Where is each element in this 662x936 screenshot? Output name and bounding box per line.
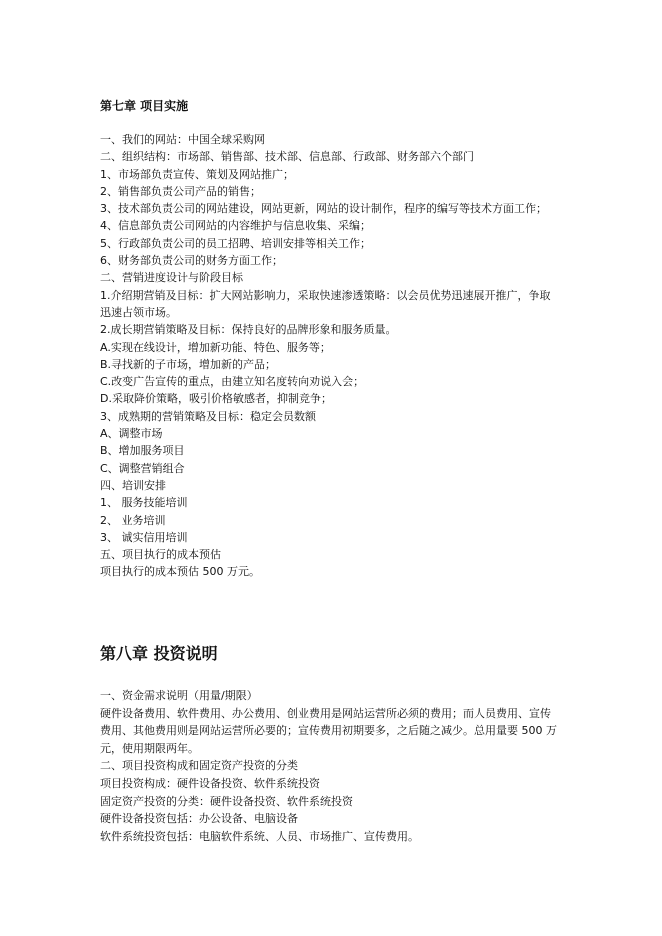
text-line: B、增加服务项目: [100, 444, 185, 458]
text-line: 5、行政部负责公司的员工招聘、培训安排等相关工作；: [100, 236, 371, 250]
text-line: 软件系统投资包括：电脑软件系统、人员、市场推广、宣传费用。: [100, 829, 419, 843]
text-line: 1、 服务技能培训: [100, 496, 188, 510]
text-line: 6、财务部负责公司的财务方面工作；: [100, 254, 283, 268]
text-line: 二、组织结构：市场部、销售部、技术部、信息部、行政部、财务部六个部门: [100, 150, 474, 164]
text-line: C、调整营销组合: [100, 461, 185, 475]
text-line: 1.介绍期营销及目标：扩大网站影响力，采取快速渗透策略：以会员优势迅速展开推广，争取迅速占领市场。: [100, 288, 551, 319]
text-line: 2、 业务培训: [100, 513, 166, 527]
text-line: 项目执行的成本预估 500 万元。: [100, 565, 260, 579]
text-line: C.改变广告宣传的重点，由建立知名度转向劝说入会；: [100, 375, 365, 389]
text-line: 硬件设备投资包括：办公设备、电脑设备: [100, 812, 298, 826]
text-line: 2、销售部负责公司产品的销售；: [100, 184, 261, 198]
text-line: 五、项目执行的成本预估: [100, 548, 221, 562]
text-line: 3、技术部负责公司的网站建设，网站更新，网站的设计制作，程序的编写等技术方面工作；: [100, 202, 547, 216]
text-line: 二、营销进度设计与阶段目标: [100, 271, 243, 285]
chapter-7-body: [100, 131, 560, 581]
chapter-8-title: 第八章 投资说明: [100, 644, 218, 663]
text-line: 一、我们的网站：中国全球采购网: [100, 133, 265, 146]
text-line: 1、市场部负责宣传、策划及网站推广；: [100, 167, 294, 181]
text-line: A.实现在线设计，增加新功能、特色、服务等；: [100, 340, 331, 354]
text-line: 3、成熟期的营销策略及目标：稳定会员数额: [100, 409, 316, 423]
chapter-7-title: 第七章 项目实施: [100, 99, 189, 113]
text-line: 一、资金需求说明（用量/期限）: [100, 689, 258, 702]
text-line: 3、 诚实信用培训: [100, 530, 188, 544]
text-line: D.采取降价策略，吸引价格敏感者，抑制竞争；: [100, 392, 332, 406]
text-line: 4、信息部负责公司网站的内容维护与信息收集、采编；: [100, 219, 371, 233]
text-line: 固定资产投资的分类：硬件设备投资、软件系统投资: [100, 794, 353, 808]
chapter-8-body: [100, 687, 560, 845]
text-line: A、调整市场: [100, 427, 163, 441]
text-line: 项目投资构成：硬件设备投资、软件系统投资: [100, 776, 320, 790]
text-line: 2.成长期营销策略及目标：保持良好的品牌形象和服务质量。: [100, 323, 397, 337]
text-line: 硬件设备费用、软件费用、办公费用、创业费用是网站运营所必须的费用；而人员费用、宣传费用、其他费用则是网站运营所必要的；宣传费用初期要多，之后随之减少。总用量要 500 万元，使用期限两年。: [100, 706, 557, 755]
text-line: 四、培训安排: [100, 478, 166, 492]
text-line: B.寻找新的子市场，增加新的产品；: [100, 357, 277, 371]
text-line: 二、项目投资构成和固定资产投资的分类: [100, 759, 298, 773]
